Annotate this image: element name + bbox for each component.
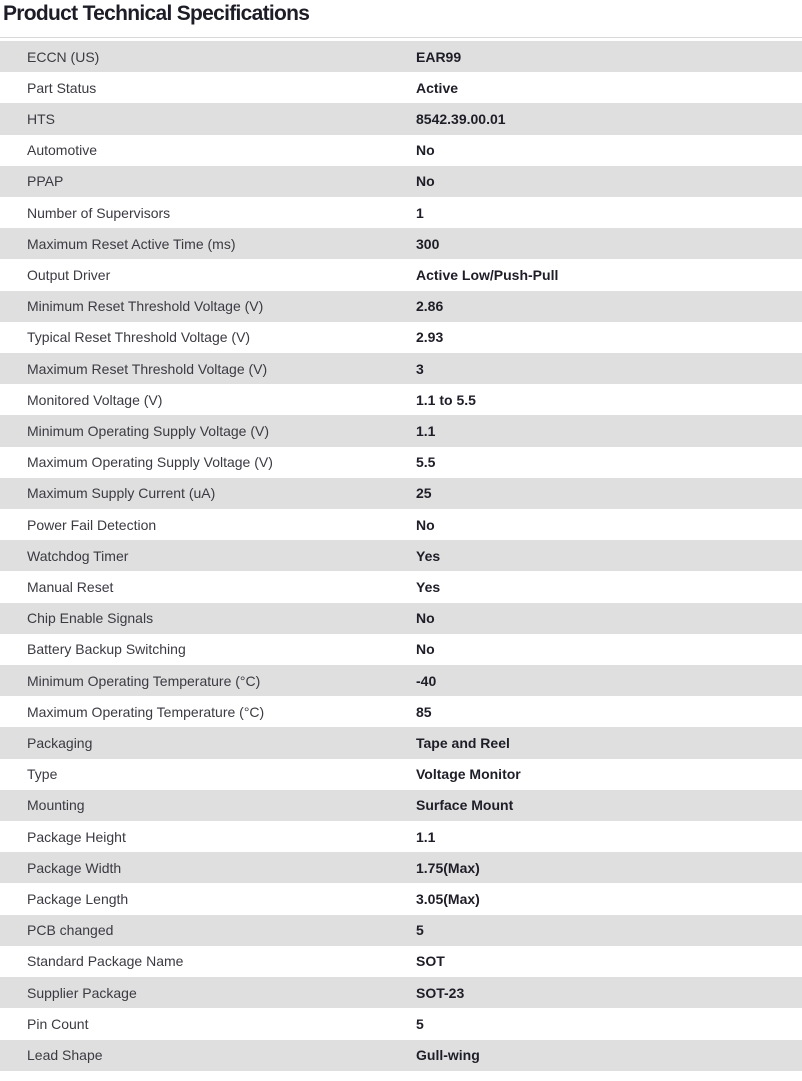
- spec-value: 1.1: [416, 423, 436, 440]
- table-row: [0, 166, 802, 197]
- table-row: [0, 322, 802, 353]
- spec-label: Part Status: [27, 79, 97, 96]
- spec-label: Minimum Operating Supply Voltage (V): [27, 423, 269, 440]
- table-row: [0, 135, 802, 166]
- table-row: [0, 478, 802, 509]
- table-row: [0, 759, 802, 790]
- spec-value: 1.1 to 5.5: [416, 391, 476, 408]
- spec-value: EAR99: [416, 48, 462, 65]
- spec-label: Standard Package Name: [27, 953, 184, 970]
- spec-label: Package Length: [27, 891, 129, 908]
- spec-label: Maximum Operating Temperature (°C): [27, 703, 265, 720]
- spec-value: 5: [416, 1015, 424, 1032]
- spec-value: Voltage Monitor: [416, 766, 521, 783]
- table-row: [0, 291, 802, 322]
- spec-value: No: [416, 173, 435, 190]
- spec-label: Maximum Operating Supply Voltage (V): [27, 454, 273, 471]
- spec-value: 300: [416, 235, 440, 252]
- page-title: Product Technical Specifications: [3, 2, 310, 25]
- spec-label: Power Fail Detection: [27, 516, 157, 533]
- spec-value: Yes: [416, 547, 441, 564]
- spec-label: Battery Backup Switching: [27, 641, 186, 658]
- table-row: [0, 727, 802, 758]
- spec-value: 25: [416, 485, 432, 502]
- spec-label: Pin Count: [27, 1015, 89, 1032]
- spec-label: Output Driver: [27, 267, 111, 284]
- spec-label: Package Height: [27, 828, 126, 845]
- spec-value: 2.86: [416, 298, 444, 315]
- table-row: [0, 790, 802, 821]
- spec-label: PPAP: [27, 173, 64, 190]
- spec-value: SOT-23: [416, 984, 465, 1001]
- spec-value: Surface Mount: [416, 797, 514, 814]
- spec-label: Minimum Reset Threshold Voltage (V): [27, 298, 264, 315]
- table-row: [0, 509, 802, 540]
- spec-label: Number of Supervisors: [27, 204, 171, 221]
- spec-label: Watchdog Timer: [27, 547, 129, 564]
- spec-label: Packaging: [27, 735, 93, 752]
- table-row: [0, 1040, 802, 1071]
- spec-label: Lead Shape: [27, 1047, 103, 1064]
- table-row: [0, 103, 802, 134]
- spec-value: Tape and Reel: [416, 735, 510, 752]
- spec-value: -40: [416, 672, 437, 689]
- spec-value: No: [416, 516, 435, 533]
- table-row: [0, 852, 802, 883]
- spec-value: Yes: [416, 579, 441, 596]
- table-row: [0, 883, 802, 914]
- table-row: [0, 197, 802, 228]
- table-row: [0, 696, 802, 727]
- spec-value: 1.75(Max): [416, 859, 480, 876]
- table-row: [0, 41, 802, 72]
- table-row: [0, 259, 802, 290]
- table-row: [0, 447, 802, 478]
- table-row: [0, 634, 802, 665]
- table-row: [0, 821, 802, 852]
- spec-label: Maximum Reset Threshold Voltage (V): [27, 360, 268, 377]
- table-row: [0, 384, 802, 415]
- spec-label: Type: [27, 766, 58, 783]
- spec-value: Gull-wing: [416, 1047, 480, 1064]
- page-header: [0, 0, 802, 26]
- spec-label: Automotive: [27, 142, 98, 159]
- spec-value: SOT: [416, 953, 445, 970]
- table-row: [0, 228, 802, 259]
- table-row: [0, 915, 802, 946]
- spec-value: 5: [416, 922, 424, 939]
- spec-value: Active: [416, 79, 459, 96]
- table-row: [0, 72, 802, 103]
- table-row: [0, 977, 802, 1008]
- spec-value: 1: [416, 204, 424, 221]
- spec-value: 3: [416, 360, 424, 377]
- table-row: [0, 415, 802, 446]
- table-row: [0, 603, 802, 634]
- spec-value: No: [416, 641, 435, 658]
- spec-value: 8542.39.00.01: [416, 111, 506, 127]
- spec-label: Package Width: [27, 859, 122, 876]
- spec-label: HTS: [27, 111, 55, 127]
- spec-table: [0, 41, 802, 1071]
- table-row: [0, 946, 802, 977]
- spec-label: Maximum Reset Active Time (ms): [27, 235, 236, 252]
- spec-value: 1.1: [416, 828, 436, 845]
- spec-value: No: [416, 610, 435, 627]
- spec-label: Maximum Supply Current (uA): [27, 485, 216, 502]
- spec-label: Typical Reset Threshold Voltage (V): [27, 329, 251, 346]
- table-row: [0, 571, 802, 602]
- spec-value: 85: [416, 703, 432, 720]
- spec-value: 5.5: [416, 454, 436, 471]
- table-row: [0, 665, 802, 696]
- spec-label: ECCN (US): [27, 48, 100, 65]
- spec-label: Mounting: [27, 797, 85, 814]
- table-row: [0, 1008, 802, 1039]
- spec-value: 2.93: [416, 329, 444, 346]
- spec-label: PCB changed: [27, 922, 114, 939]
- spec-value: Active Low/Push-Pull: [416, 267, 559, 284]
- table-row: [0, 353, 802, 384]
- spec-label: Chip Enable Signals: [27, 610, 154, 627]
- table-row: [0, 540, 802, 571]
- spec-value: 3.05(Max): [416, 891, 480, 908]
- spec-value: No: [416, 142, 435, 159]
- spec-label: Monitored Voltage (V): [27, 391, 163, 408]
- title-divider: [0, 37, 802, 38]
- spec-label: Manual Reset: [27, 579, 114, 596]
- spec-label: Minimum Operating Temperature (°C): [27, 672, 261, 689]
- spec-label: Supplier Package: [27, 984, 137, 1001]
